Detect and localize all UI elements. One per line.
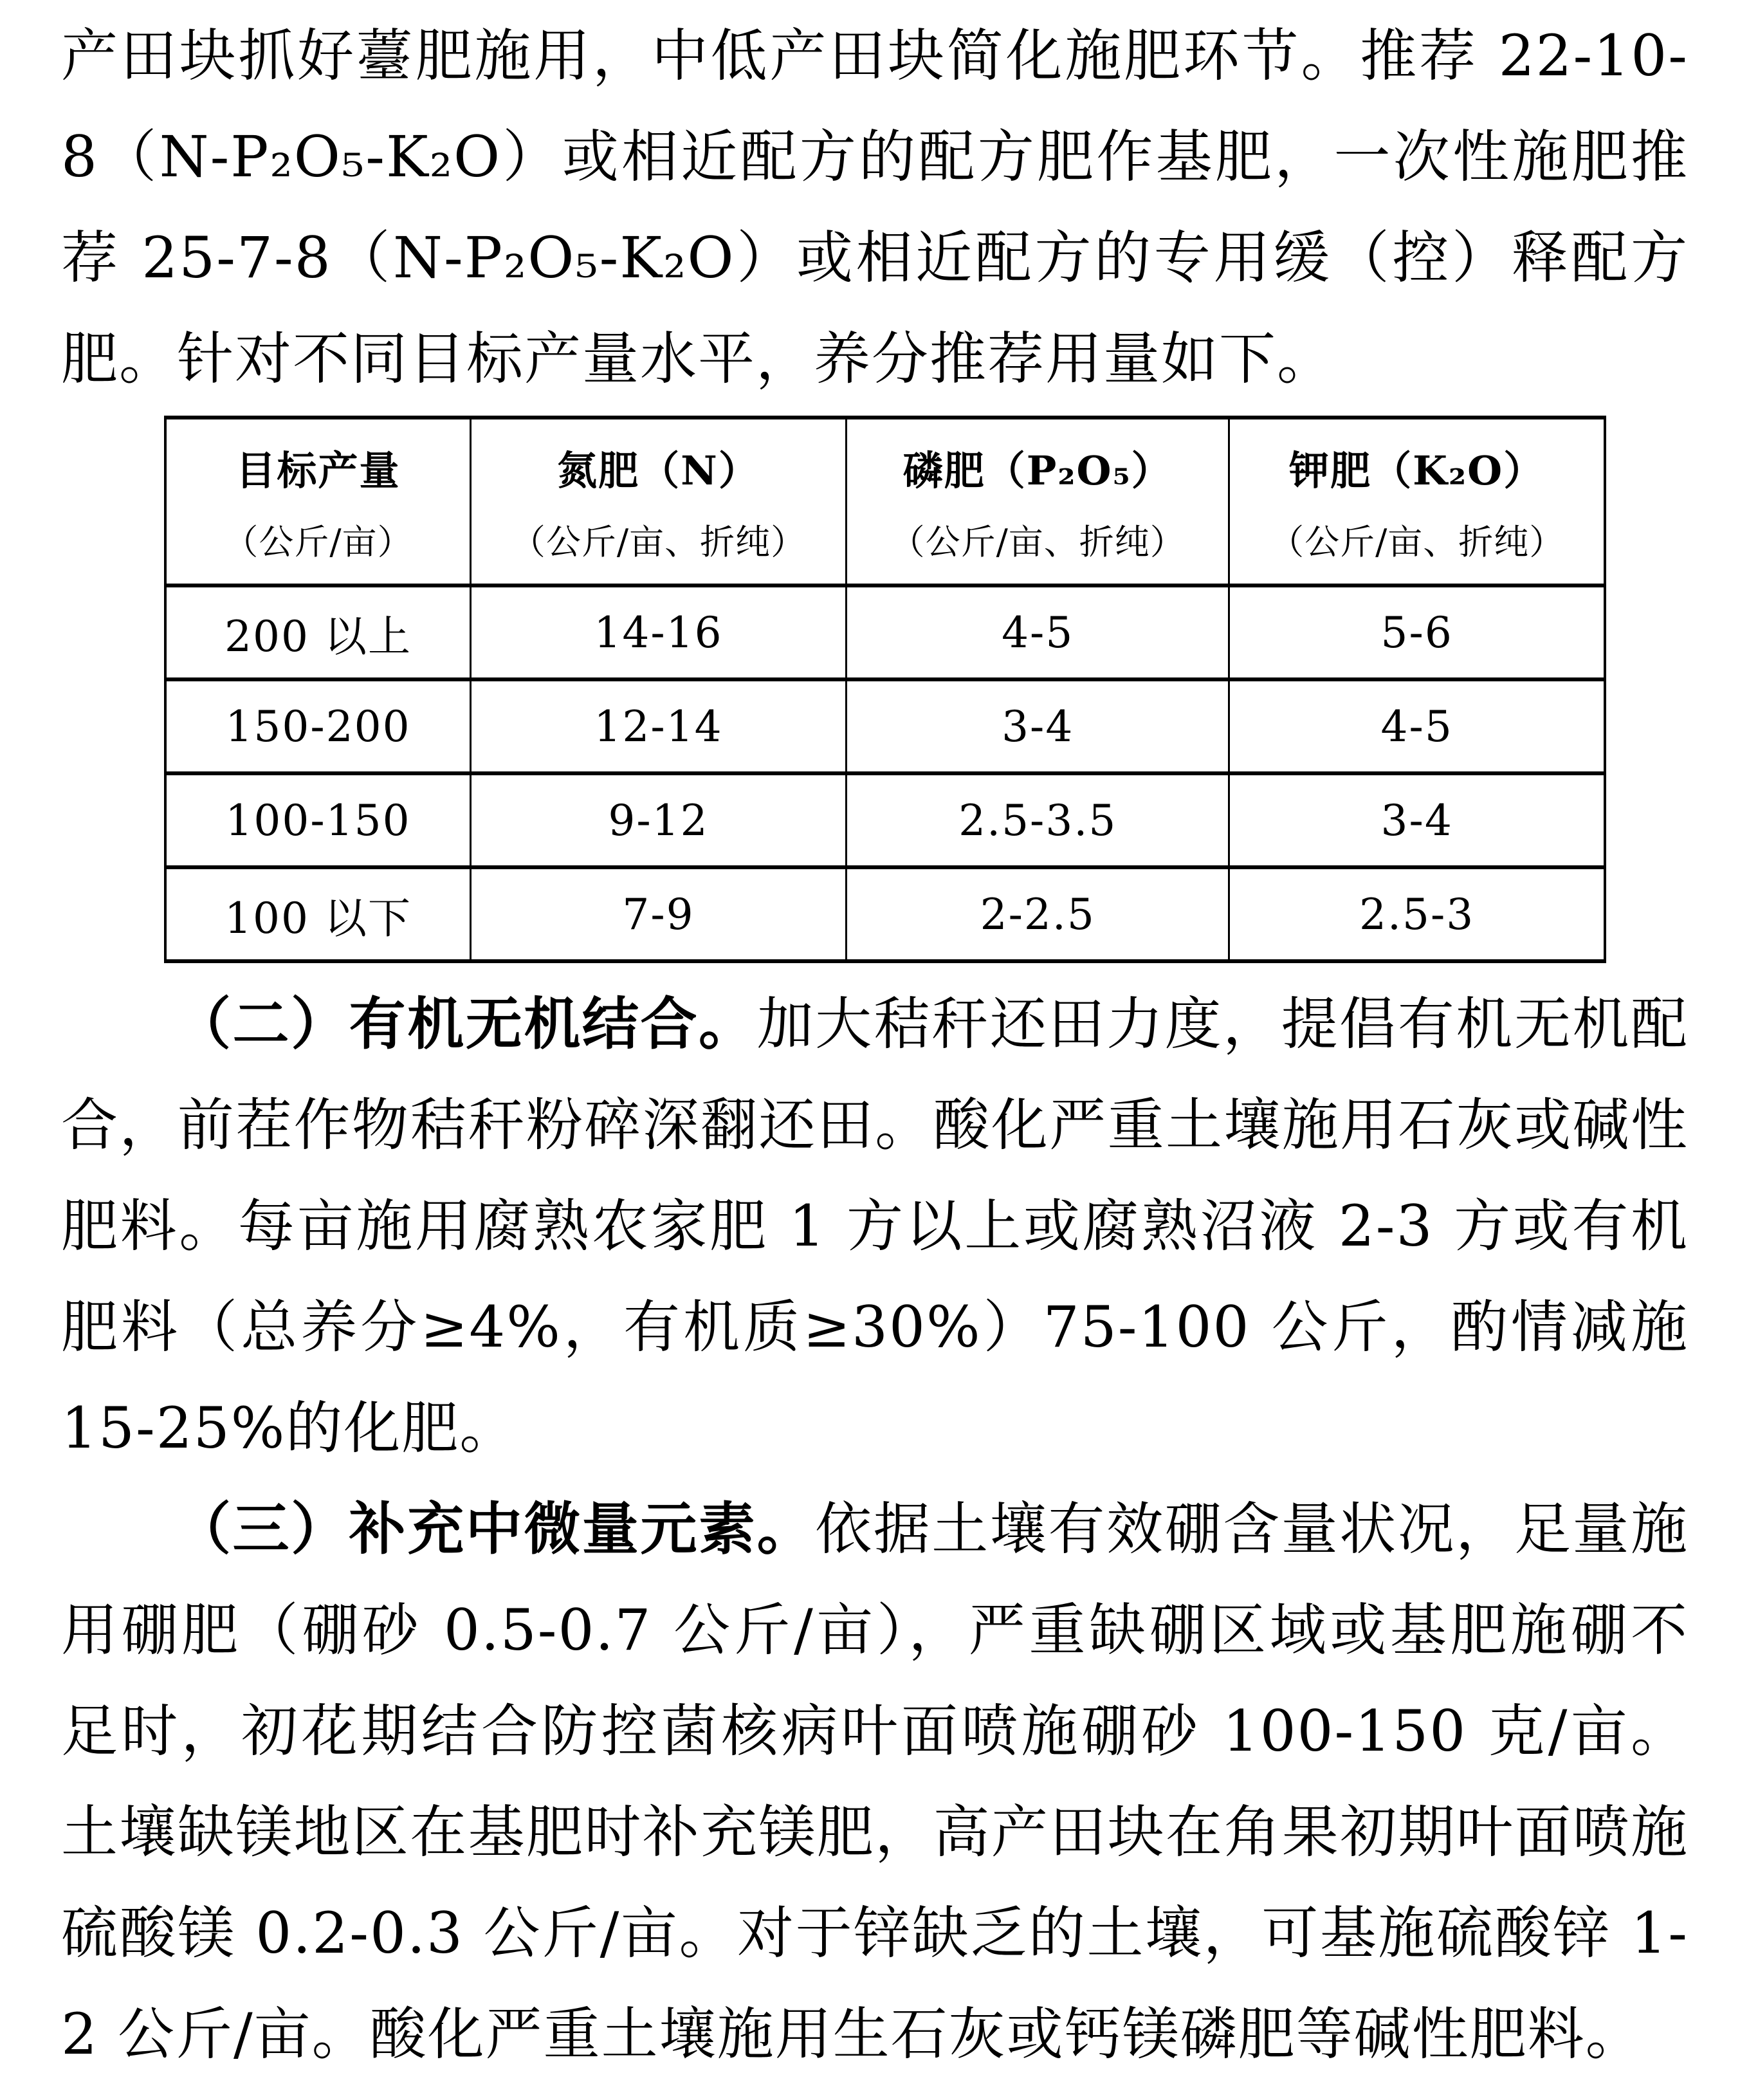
column-header-1 [470, 418, 846, 585]
column-header-stack [1230, 419, 1604, 584]
table-cell: 7-9 [470, 867, 846, 961]
paragraph-organic-inorganic [61, 973, 1689, 1478]
table-cell: 100 以下 [165, 867, 470, 961]
table-cell: 9-12 [470, 773, 846, 867]
table-cell: 150-200 [165, 679, 470, 773]
table-row [165, 867, 1605, 961]
column-unit: （公斤/亩、折纯） [1269, 522, 1565, 563]
table-cell: 100-150 [165, 773, 470, 867]
table-row [165, 585, 1605, 679]
table-cell: 4-5 [847, 585, 1229, 679]
table-cell: 2.5-3 [1229, 867, 1605, 961]
table-cell: 5-6 [1229, 585, 1605, 679]
table-row [165, 679, 1605, 773]
column-header-stack [847, 419, 1228, 584]
column-title: 目标产量 [235, 447, 401, 494]
column-header-stack [472, 419, 845, 584]
column-unit: （公斤/亩、折纯） [890, 522, 1186, 563]
paragraph-micronutrients [61, 1478, 1689, 2085]
table-cell: 12-14 [470, 679, 846, 773]
column-title: 钾肥（K₂O） [1289, 447, 1545, 494]
nutrient-recommendation-table [164, 416, 1606, 963]
table-cell: 200 以上 [165, 585, 470, 679]
table-cell: 4-5 [1229, 679, 1605, 773]
paragraph-fertilizer-formula: 产田块抓好薹肥施用，中低产田块简化施肥环节。推荐 22-10-8（N-P₂O₅-K₂O）或相近配方的配方肥作基肥，一次性施肥推荐 25-7-8（N-P₂O₅-K₂O）或相近配方的专用缓（控）释配方肥。针对不同目标产量水平，养分推荐用量如下。 [61, 23, 1689, 392]
column-header-2 [847, 418, 1229, 585]
table-cell: 14-16 [470, 585, 846, 679]
paragraph-lead-3: （三）补充中微量元素。 [174, 1495, 816, 1562]
paragraph-lead-2: （二）有机无机结合。 [174, 990, 757, 1057]
table-row [165, 773, 1605, 867]
table-cell: 3-4 [847, 679, 1229, 773]
column-header-0 [165, 418, 470, 585]
paragraph-body-3: 依据土壤有效硼含量状况，足量施用硼肥（硼砂 0.5-0.7 公斤/亩），严重缺硼区域或基肥施硼不足时，初花期结合防控菌核病叶面喷施硼砂 100-150 克/亩。土壤缺镁地区在基肥时补充镁肥，高产田块在角果初期叶面喷施硫酸镁 0.2-0.3 公斤/亩。对于锌缺乏的土壤，可基施硫酸锌 1-2 公斤/亩。酸化严重土壤施用生石灰或钙镁磷肥等碱性肥料。 [61, 1496, 1689, 2067]
column-unit: （公斤/亩、折纯） [510, 522, 807, 563]
table-cell: 3-4 [1229, 773, 1605, 867]
column-header-stack [167, 419, 470, 584]
column-unit: （公斤/亩） [223, 522, 413, 563]
paragraph-body-2: 加大秸秆还田力度，提倡有机无机配合，前茬作物秸秆粉碎深翻还田。酸化严重土壤施用石灰或碱性肥料。每亩施用腐熟农家肥 1 方以上或腐熟沼液 2-3 方或有机肥料（总养分≥4%，有机质≥30%）75-100 公斤，酌情减施 15-25%的化肥。 [61, 991, 1689, 1461]
column-header-3 [1229, 418, 1605, 585]
table-cell: 2-2.5 [847, 867, 1229, 961]
column-title: 氮肥（N） [557, 447, 760, 494]
column-title: 磷肥（P₂O₅） [902, 447, 1173, 494]
table-cell: 2.5-3.5 [847, 773, 1229, 867]
table-header-row [165, 418, 1605, 585]
